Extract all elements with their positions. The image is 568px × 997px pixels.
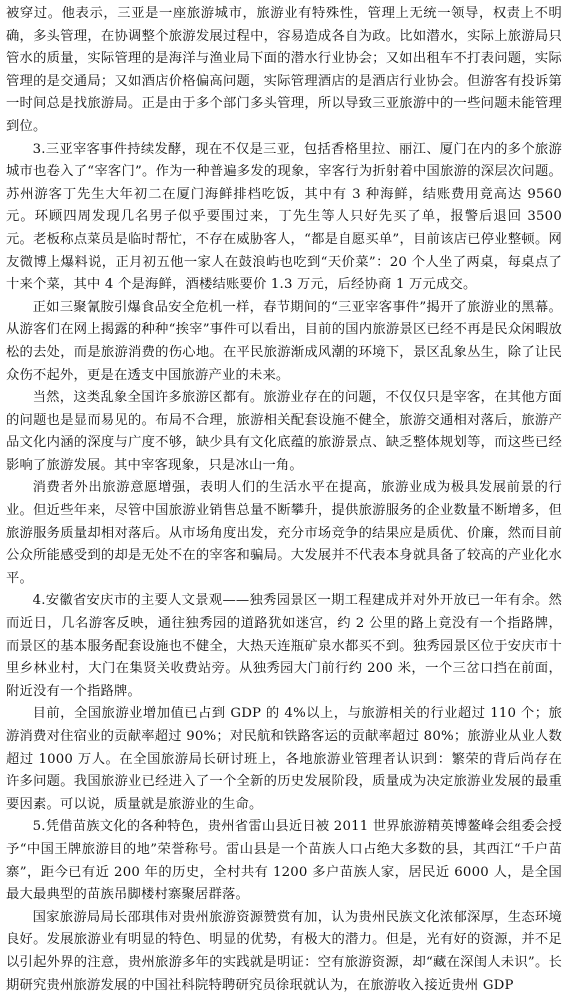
paragraph-5: 消费者外出旅游意愿增强，表明人们的生活水平在提高，旅游业成为极具发展前景的行业。但近些年来，尽管中国旅游业销售总量不断攀升，提供旅游服务的企业数量不断增多，但旅游服务质量却相对落后。从市场角度出发，充分市场竞争的结果应是质优、价廉，然而目前公众所能感受到的却是无处不在的宰客和骗局。大发展并不代表本身就具备了较高的产业化水平。	[6, 480, 562, 586]
paragraph-9: 国家旅游局局长邵琪伟对贵州旅游资源赞赏有加，认为贵州民族文化浓郁深厚，生态环境良好。发展旅游业有明显的特色、明显的优势，有极大的潜力。但是，光有好的资源，并不足以引起外界的注意，贵州旅游多年的实践就是明证：空有旅游资源，却“藏在深闺人未识”。长期研究贵州旅游发展的中国社科院特聘研究员徐珉就认为，在旅游收入接近贵州 GDP	[6, 909, 562, 993]
paragraph-8: 5.凭借苗族文化的各种特色，贵州省雷山县近日被 2011 世界旅游精英博鳌峰会组委会授予“中国王牌旅游目的地”荣誉称号。雷山县是一个苗族人口占绝大多数的县，其西江“千户苗寨”，距今已有近 200 年的历史，全村共有 1200 多户苗族人家，居民近 6000 人，是全国最大最典型的苗族吊脚楼村寨聚居群落。	[6, 819, 562, 903]
paragraph-6: 4.安徽省安庆市的主要人文景观——独秀园景区一期工程建成并对外开放已一年有余。然而近日，几名游客反映，通往独秀园的道路犹如迷宫，约 2 公里的路上竟没有一个指路牌，而景区的基本服务配套设施也不健全，大热天连瓶矿泉水都买不到。独秀园景区位于安庆市十里乡林业村，大门在集贤关收费站旁。从独秀园大门前行约 200 米，一个三岔口挡在前面，附近没有一个指路牌。	[6, 593, 562, 699]
paragraph-1: 被穿过。他表示，三亚是一座旅游城市，旅游业有特殊性，管理上无统一领导，权责上不明确，多头管理，在协调整个旅游发展过程中，容易造成各自为政。比如潜水，实际上旅游局只管水的质量，实际管理的是海洋与渔业局下面的潜水行业协会；又如出租车不打表问题，实际管理的是交通局；又如酒店价格偏高问题，实际管理酒店的是酒店行业协会。但游客有投诉第一时间总是找旅游局。正是由于多个部门多头管理，所以导致三亚旅游中的一些问题未能管理到位。	[6, 6, 562, 134]
paragraph-3: 正如三聚氰胺引爆食品安全危机一样，春节期间的“三亚宰客事件”揭开了旅游业的黑幕。从游客们在网上揭露的种种“挨宰”事件可以看出，目前的国内旅游景区已经不再是民众闲暇放松的去处，而是旅游消费的伤心地。在平民旅游渐成风潮的环境下，景区乱象丛生，除了让民众伤不起外，更是在透支中国旅游产业的未来。	[6, 299, 562, 383]
paragraph-7: 目前，全国旅游业增加值已占到 GDP 的 4%以上，与旅游相关的行业超过 110 个；旅游消费对住宿业的贡献率超过 90%；对民航和铁路客运的贡献率超过 80%；旅游业从业人数超过 1000 万人。在全国旅游局长研讨班上，各地旅游业管理者认识到：繁荣的背后尚存在许多问题。我国旅游业已经进入了一个全新的历史发展阶段，质量成为决定旅游业发展的最重要因素。可以说，质量就是旅游业的生命。	[6, 706, 562, 812]
paragraph-2: 3.三亚宰客事件持续发酵，现在不仅是三亚，包括香格里拉、丽江、厦门在内的多个旅游城市也卷入了“宰客门”。作为一种普遍多发的现象，宰客行为折射着中国旅游的深层次问题。苏州游客丁先生大年初二在厦门海鲜排档吃饭，其中有 3 种海鲜，结账费用竟高达 9560 元。环顾四周发现几名男子似乎要围过来，丁先生等人只好先买了单，报警后退回 3500 元。老板称点菜员是临时帮忙，不存在威胁客人，“都是自愿买单”，目前该店已停业整顿。网友微博上爆料说，正月初五他一家人在鼓浪屿也吃到“天价菜”：20 个人坐了两桌，每桌点了十来个菜，其中 4 个是海鲜，酒楼结账要价 1.3 万元，后经协商 1 万元成交。	[6, 141, 562, 293]
paragraph-4: 当然，这类乱象全国许多旅游区都有。旅游业存在的问题，不仅仅只是宰客，在其他方面的问题也是显而易见的。布局不合理，旅游相关配套设施不健全，旅游交通相对落后，旅游产品文化内涵的深度与广度不够，缺少具有文化底蕴的旅游景点、缺乏整体规划等，而这些已经影响了旅游发展。其中宰客现象，只是冰山一角。	[6, 390, 562, 473]
